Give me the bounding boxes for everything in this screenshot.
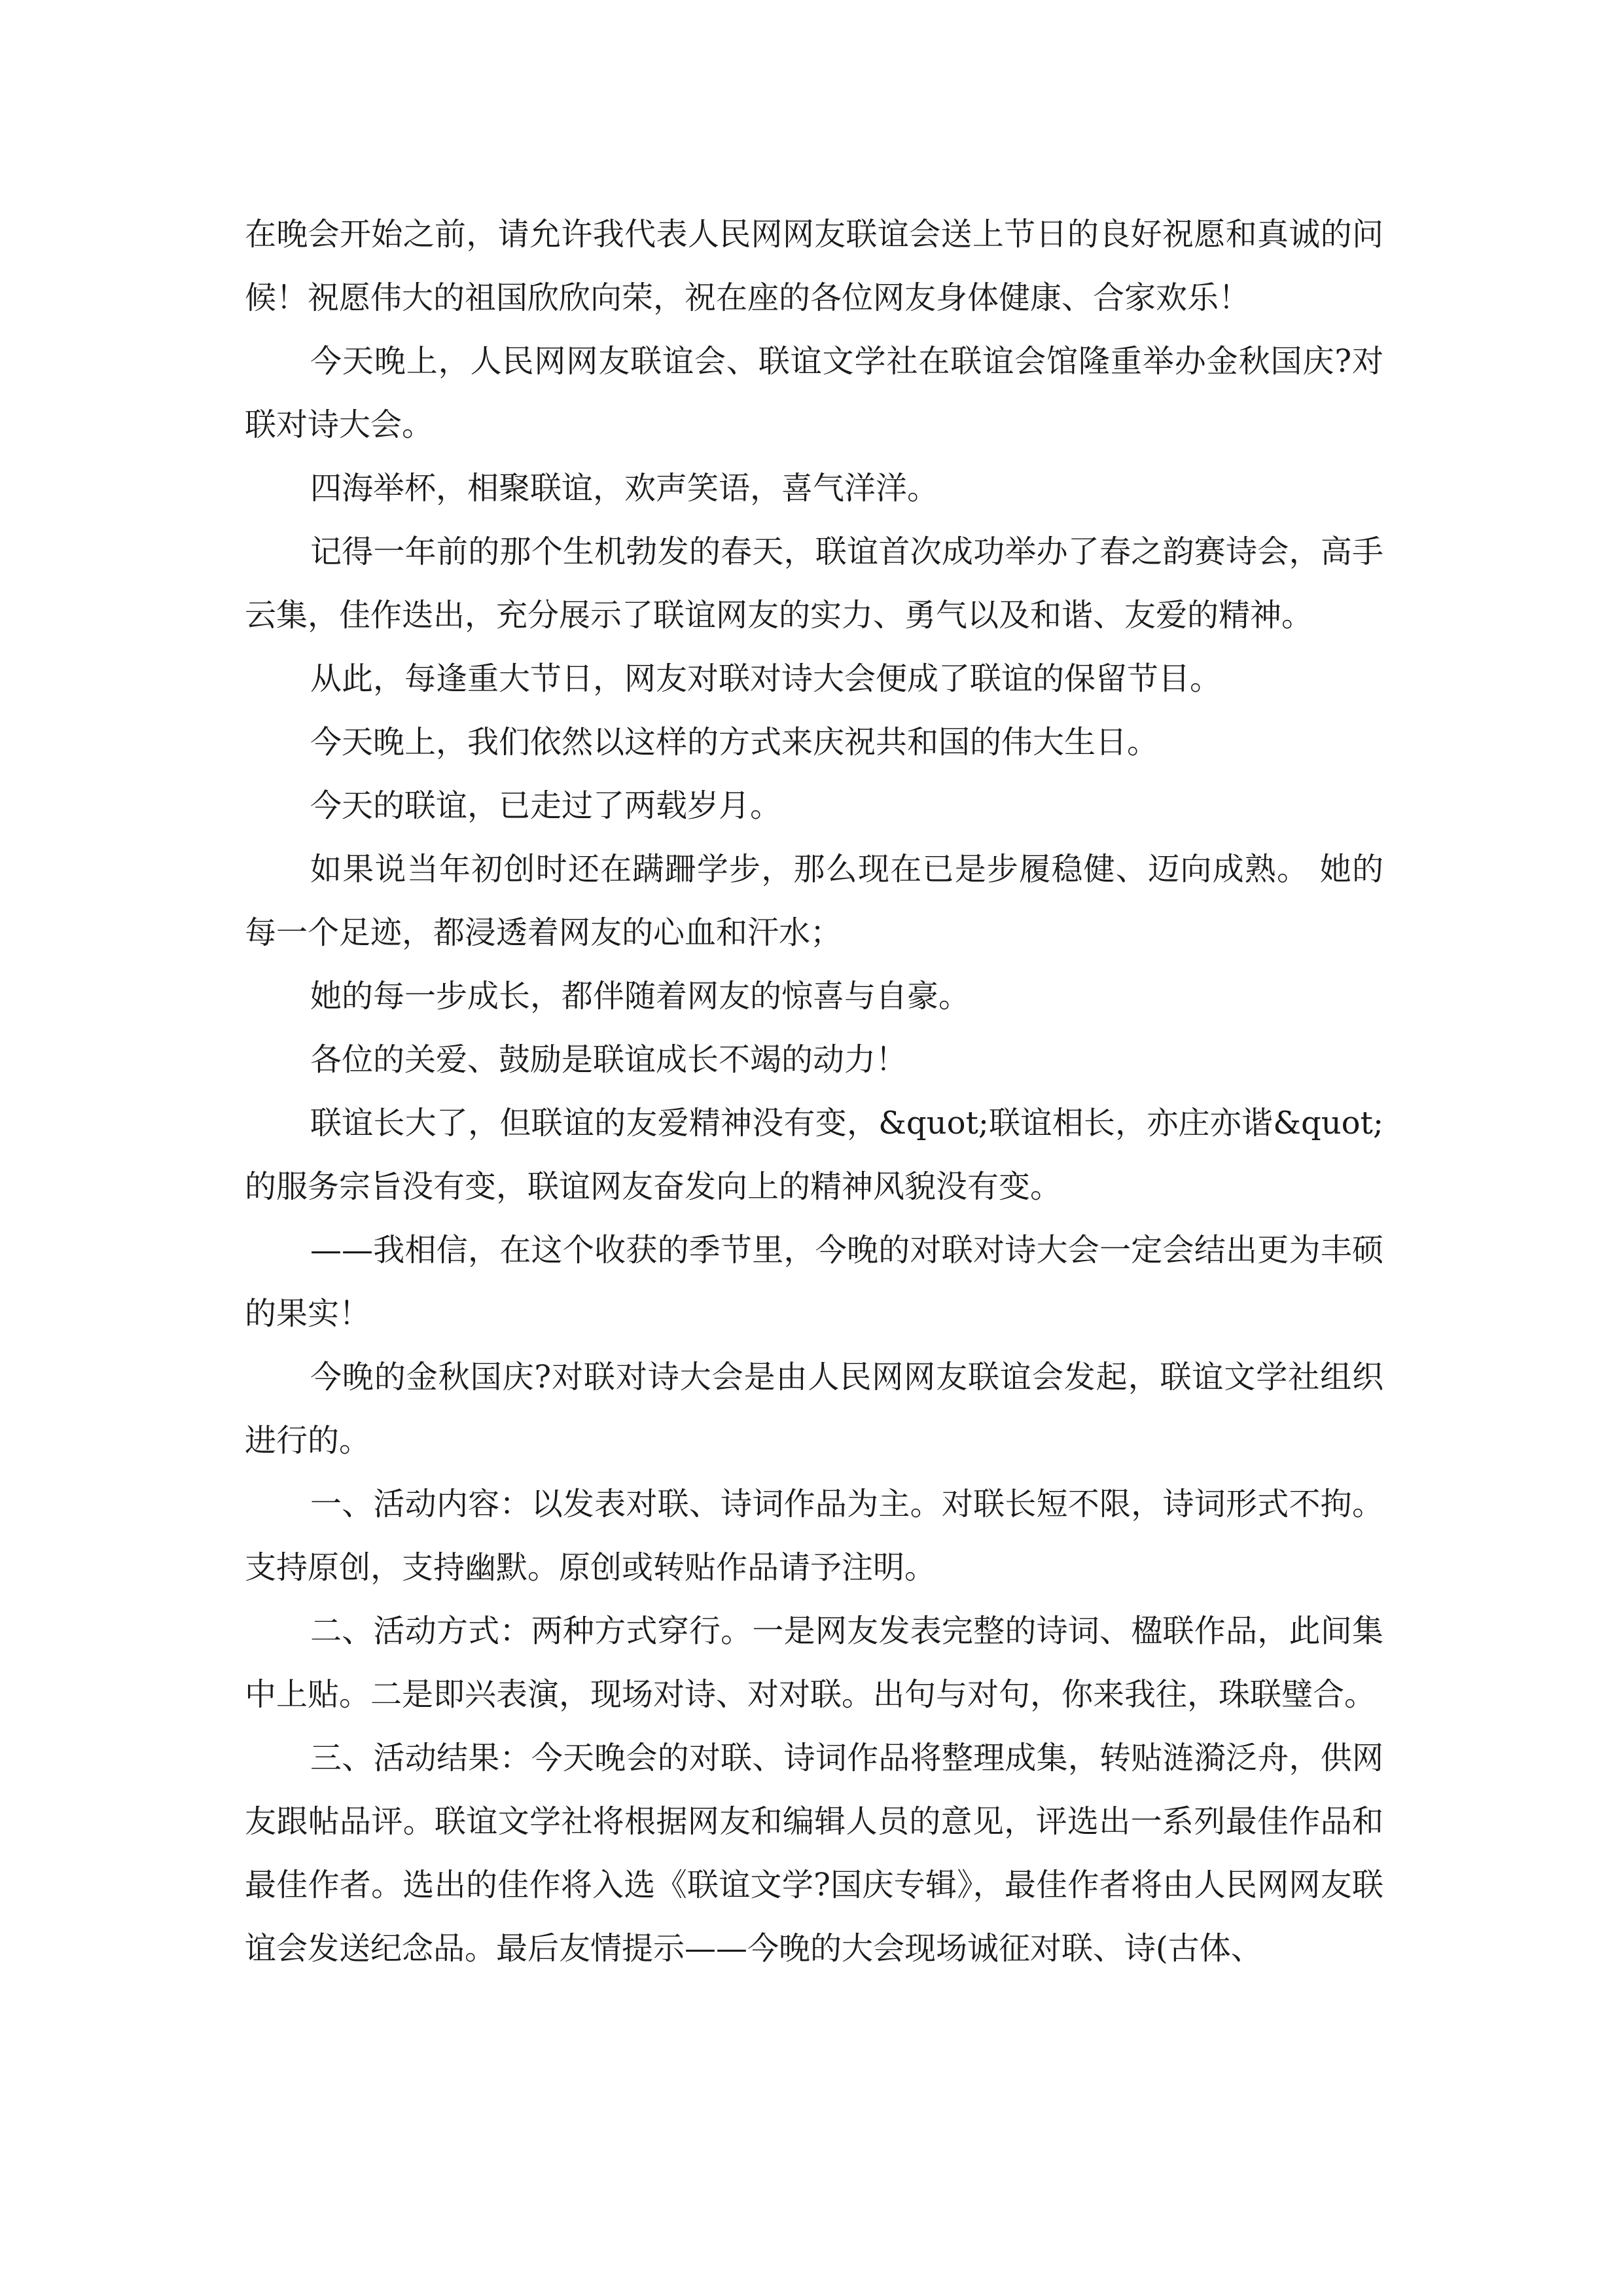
paragraph-11: 联谊长大了，但联谊的友爱精神没有变，&quot;联谊相长，亦庄亦谐&quot;的服务宗旨没有变，联谊网友奋发向上的精神风貌没有变。 — [245, 1105, 1383, 1205]
paragraph-6: 今天晚上，我们依然以这样的方式来庆祝共和国的伟大生日。 — [310, 724, 1159, 761]
paragraph-16: 三、活动结果：今天晚会的对联、诗词作品将整理成集，转贴涟漪泛舟，供网友跟帖品评。联谊文学社将根据网友和编辑人员的意见，评选出一系列最佳作品和最佳作者。选出的佳作将入选《联谊文学?国庆专辑》，最佳作者将由人民网网友联谊会发送纪念品。最后友情提示——今晚的大会现场诚征对联、诗(古体、 — [245, 1740, 1383, 1967]
paragraph-14: 一、活动内容：以发表对联、诗词作品为主。对联长短不限，诗词形式不拘。支持原创，支持幽默。原创或转贴作品请予注明。 — [245, 1486, 1383, 1586]
paragraph-4: 记得一年前的那个生机勃发的春天，联谊首次成功举办了春之韵赛诗会，高手云集，佳作迭出，充分展示了联谊网友的实力、勇气以及和谐、友爱的精神。 — [245, 533, 1383, 634]
paragraph-3: 四海举杯，相聚联谊，欢声笑语，喜气洋洋。 — [310, 470, 939, 507]
paragraph-7: 今天的联谊，已走过了两载岁月。 — [310, 787, 782, 824]
paragraph-9: 她的每一步成长，都伴随着网友的惊喜与自豪。 — [310, 978, 971, 1014]
paragraph-12: ——我相信，在这个收获的季节里，今晚的对联对诗大会一定会结出更为丰硕的果实！ — [245, 1232, 1383, 1332]
paragraph-13: 今晚的金秋国庆?对联对诗大会是由人民网网友联谊会发起，联谊文学社组织进行的。 — [245, 1359, 1383, 1459]
document-body — [245, 203, 1383, 1981]
paragraph-2: 今天晚上，人民网网友联谊会、联谊文学社在联谊会馆隆重举办金秋国庆?对联对诗大会。 — [245, 343, 1383, 443]
paragraph-10: 各位的关爱、鼓励是联谊成长不竭的动力！ — [310, 1041, 908, 1078]
paragraph-8: 如果说当年初创时还在蹒跚学步，那么现在已是步履稳健、迈向成熟。 她的每一个足迹，都浸透着网友的心血和汗水； — [245, 851, 1383, 951]
paragraph-15: 二、活动方式：两种方式穿行。一是网友发表完整的诗词、楹联作品，此间集中上贴。二是即兴表演，现场对诗、对对联。出句与对句，你来我往，珠联璧合。 — [245, 1613, 1383, 1713]
paragraph-1: 在晚会开始之前，请允许我代表人民网网友联谊会送上节日的良好祝愿和真诚的问候！祝愿伟大的祖国欣欣向荣，祝在座的各位网友身体健康、合家欢乐！ — [245, 216, 1383, 316]
paragraph-5: 从此，每逢重大节日，网友对联对诗大会便成了联谊的保留节目。 — [310, 660, 1222, 697]
